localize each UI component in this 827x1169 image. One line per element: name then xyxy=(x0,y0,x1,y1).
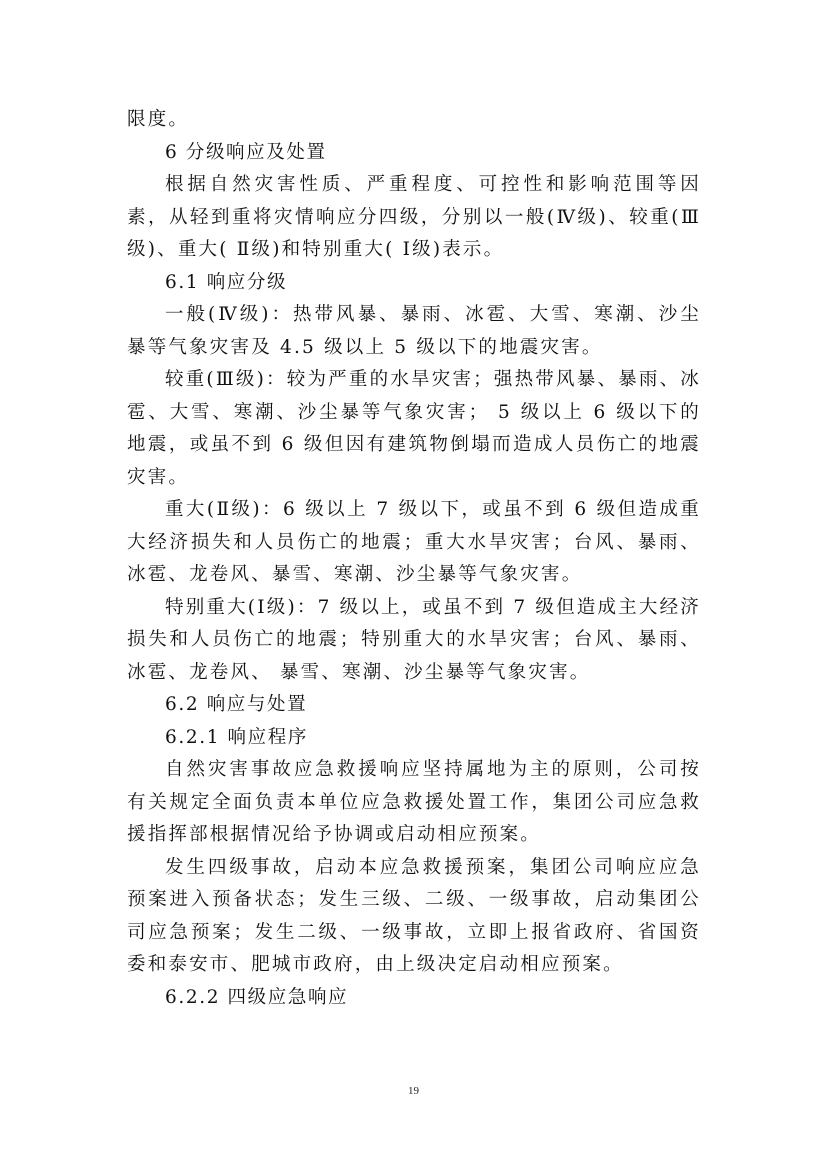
document-body xyxy=(127,104,701,1014)
section-heading-6-2: 6.2 响应与处置 xyxy=(165,694,308,715)
paragraph-grading-overview: 根据自然灾害性质、严重程度、可控性和影响范围等因素，从轻到重将灾情响应分四级，分别以一般(Ⅳ级)、较重(Ⅲ级)、重大( Ⅱ级)和特别重大( Ⅰ级)表示。 xyxy=(127,174,701,260)
section-heading-6-2-2: 6.2.2 四级应急响应 xyxy=(165,986,349,1008)
paragraph-level-iv: 一般(Ⅳ级)：热带风暴、暴雨、冰雹、大雪、寒潮、沙尘暴等气象灾害及 4.5 级以上 5 级以下的地震灾害。 xyxy=(127,304,701,358)
paragraph-level-i: 特别重大(Ⅰ级)：7 级以上，或虽不到 7 级但造成主大经济损失和人员伤亡的地震；特别重大的水旱灾害；台风、暴雨、冰雹、龙卷风、 暴雪、寒潮、沙尘暴等气象灾害。 xyxy=(127,596,701,683)
paragraph-level-ii: 重大(Ⅱ级)：6 级以上 7 级以下，或虽不到 6 级但造成重大经济损失和人员伤亡的地震；重大水旱灾害；台风、暴雨、冰雹、龙卷风、暴雪、寒潮、沙尘暴等气象灾害。 xyxy=(127,499,701,585)
section-heading-6-1: 6.1 响应分级 xyxy=(165,271,288,293)
section-heading-6-2-1: 6.2.1 响应程序 xyxy=(165,726,308,748)
page-number: 19 xyxy=(408,1085,419,1097)
paragraph-response-principle: 自然灾害事故应急救援响应坚持属地为主的原则，公司按有关规定全面负责本单位应急救援处置工作，集团公司应急救援指挥部根据情况给予协调或启动相应预案。 xyxy=(127,759,701,845)
paragraph-continuation: 限度。 xyxy=(127,109,190,130)
paragraph-response-escalation: 发生四级事故，启动本应急救援预案，集团公司响应应急预案进入预备状态；发生三级、二级、一级事故，启动集团公司应急预案；发生二级、一级事故，立即上报省政府、省国资委和泰安市、肥城市政府，由上级决定启动相应预案。 xyxy=(127,856,701,975)
section-heading-6: 6 分级响应及处置 xyxy=(165,141,327,163)
paragraph-level-iii: 较重(Ⅲ级)：较为严重的水旱灾害；强热带风暴、暴雨、冰雹、大雪、寒潮、沙尘暴等气象灾害； 5 级以上 6 级以下的地震，或虽不到 6 级但因有建筑物倒塌而造成人员伤亡的地震灾害。 xyxy=(127,369,701,488)
